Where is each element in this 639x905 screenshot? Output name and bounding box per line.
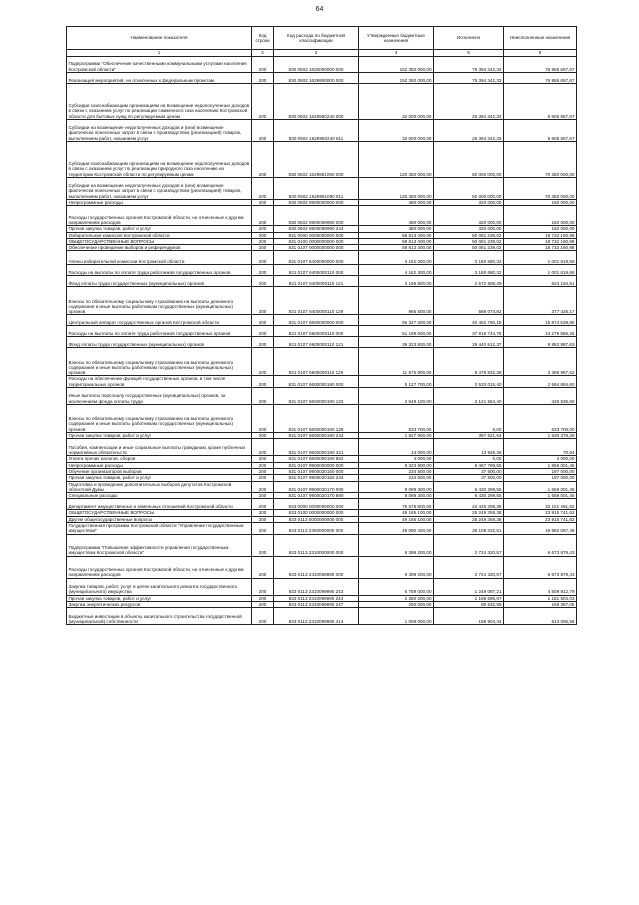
- row-name: Другие общегосударственные вопросы: [67, 516, 252, 522]
- row-code: 200: [252, 468, 274, 474]
- row-code: 200: [252, 376, 274, 388]
- row-name: Члены избирательной комиссии Костромской области: [67, 251, 252, 265]
- row-approved: 2 380 200,00: [359, 595, 434, 601]
- row-approved: 3 196 800,00: [359, 276, 434, 287]
- row-budget-code: 831 0107 6600000190 244: [274, 433, 359, 439]
- row-executed: 25 394 342,33: [434, 84, 504, 120]
- row-code: 200: [252, 608, 274, 625]
- row-code: 200: [252, 439, 274, 456]
- row-approved: 9 398 200,00: [359, 534, 434, 556]
- row-remaining: 3 396 967,62: [504, 348, 577, 376]
- row-remaining: 813 095,56: [504, 608, 577, 625]
- row-name: Специальные расходы: [67, 493, 252, 499]
- table-row: [67, 251, 577, 265]
- table-row: [67, 315, 577, 326]
- row-code: 200: [252, 178, 274, 200]
- row-code: 200: [252, 232, 274, 238]
- row-budget-code: 831 0107 6400000000 000: [274, 251, 359, 265]
- row-code: 200: [252, 326, 274, 337]
- table-row: [67, 433, 577, 439]
- row-budget-code: 830 0502 1629961090 000: [274, 142, 359, 178]
- row-approved: 480 000,00: [359, 206, 434, 226]
- row-remaining: 160 000,00: [504, 206, 577, 226]
- row-approved: 51 199 600,00: [359, 326, 434, 337]
- row-approved: 5 127 700,00: [359, 376, 434, 388]
- row-name: Расходы на выплаты по оплате труда работников государственных органов: [67, 265, 252, 276]
- row-code: 200: [252, 456, 274, 462]
- row-name: Департамент имущественных и земельных отношений Костромской области: [67, 499, 252, 510]
- row-remaining: 70,64: [504, 439, 577, 456]
- row-budget-code: 833 0113 0000000000 000: [274, 516, 359, 522]
- table-row: [67, 388, 577, 405]
- row-code: 200: [252, 405, 274, 433]
- row-name: Субсидии газоснабжающим организациям на возмещение недополученных доходов в связи с оказанием услуг по реализации сжиженного газа населению Костромской области для бытовых нужд по регулируемым ценам: [67, 84, 252, 120]
- row-remaining: 23 915 741,62: [504, 510, 577, 516]
- row-budget-code: 831 0107 6600000190 122: [274, 388, 359, 405]
- row-name: Иные выплаты персоналу государственных (муниципальных) органов, за исключением фонда оплаты труда: [67, 388, 252, 405]
- row-budget-code: 830 0502 9900099990 244: [274, 226, 359, 232]
- row-executed: 2 724 320,57: [434, 534, 504, 556]
- row-budget-code: 830 0502 9900000000 000: [274, 200, 359, 206]
- row-code: 200: [252, 475, 274, 481]
- row-code: 200: [252, 578, 274, 595]
- table-row: [67, 326, 577, 337]
- row-remaining: 4 509 912,79: [504, 578, 577, 595]
- row-name: Подпрограмма "Повышение эффективности управления государственным имуществом Костромской области": [67, 534, 252, 556]
- row-executed: 3 160 680,32: [434, 251, 504, 265]
- row-name: Центральный аппарат государственных органов Костромской области: [67, 315, 252, 326]
- row-name: Взносы по обязательному социальному страхованию на выплаты денежного содержания и иные выплаты работникам государственных (муниципальных) органов: [67, 405, 252, 433]
- column-index-row: [67, 50, 577, 57]
- row-approved: 11 875 800,00: [359, 348, 434, 376]
- row-executed: 50 000 000,00: [434, 178, 504, 200]
- row-name: Бюджетные инвестиции в объекты капитального строительства государственной (муниципальной) собственности: [67, 608, 252, 625]
- row-name: Взносы по обязательному социальному страхованию на выплаты денежного содержания и иные выплаты работникам государственных (муниципальных) органов: [67, 287, 252, 315]
- table-row: [67, 475, 577, 481]
- table-row: [67, 84, 577, 120]
- row-remaining: 6 673 879,43: [504, 534, 577, 556]
- row-budget-code: 830 0502 1629900000 000: [274, 73, 359, 84]
- row-remaining: 70 350 000,00: [504, 178, 577, 200]
- table-header-row: [67, 27, 577, 50]
- row-remaining: 4 000,00: [504, 456, 577, 462]
- row-approved: 480 000,00: [359, 200, 434, 206]
- row-budget-code: 830 0502 9900099990 000: [274, 206, 359, 226]
- row-executed: 195 904,44: [434, 608, 504, 625]
- column-index: 1: [67, 50, 252, 57]
- row-executed: 6 467 798,55: [434, 462, 504, 468]
- row-budget-code: 831 0000 0000000000 000: [274, 232, 359, 238]
- row-budget-code: 831 0107 6600000000 000: [274, 315, 359, 326]
- row-name: Закупка энергетических ресурсов: [67, 601, 252, 607]
- table-row: [67, 178, 577, 200]
- row-executed: 2 533 015,40: [434, 376, 504, 388]
- table-row: [67, 499, 577, 510]
- row-budget-code: 833 0113 2300000000 000: [274, 523, 359, 535]
- row-approved: 68 813 400,00: [359, 238, 434, 244]
- row-budget-code: 831 0107 9900020150 000: [274, 468, 359, 474]
- table-row: [67, 120, 577, 142]
- row-code: 200: [252, 265, 274, 276]
- row-executed: 25 108 332,51: [434, 523, 504, 535]
- row-executed: 320 000,00: [434, 200, 504, 206]
- column-index: 3: [274, 50, 359, 57]
- row-code: 200: [252, 523, 274, 535]
- row-code: 200: [252, 499, 274, 510]
- row-remaining: 1 659 001,45: [504, 493, 577, 499]
- row-code: 200: [252, 337, 274, 348]
- row-approved: 4 162 300,00: [359, 265, 434, 276]
- row-executed: 13 929,36: [434, 439, 504, 456]
- row-name: Обеспечение проведения выборов и референдумов: [67, 245, 252, 251]
- row-name: Расходы государственных органов Костромской области, не отнесенные к другим направлениям расходов: [67, 556, 252, 578]
- row-budget-code: 831 0107 6400000110 000: [274, 265, 359, 276]
- row-executed: 2 724 320,57: [434, 556, 504, 578]
- table-row: [67, 608, 577, 625]
- row-approved: 4 000,00: [359, 456, 434, 462]
- row-executed: 0,00: [434, 456, 504, 462]
- row-remaining: 6 605 657,67: [504, 120, 577, 142]
- row-budget-code: 833 0113 2310099990 247: [274, 601, 359, 607]
- row-budget-code: 831 0107 9900020170 880: [274, 493, 359, 499]
- row-code: 200: [252, 84, 274, 120]
- row-code: 200: [252, 595, 274, 601]
- row-executed: 3 160 680,32: [434, 265, 504, 276]
- table-row: [67, 337, 577, 348]
- row-approved: 234 500,00: [359, 468, 434, 474]
- row-approved: 75 576 800,00: [359, 499, 434, 510]
- row-remaining: 1 530 378,36: [504, 433, 577, 439]
- row-name: Субсидии на возмещение недополученных доходов и (или) возмещение фактически понесенных затрат в связи с производством (реализацией) товаров, выполнением работ, оказанием услуг: [67, 120, 252, 142]
- row-name: Прочая закупка товаров, работ и услуг: [67, 475, 252, 481]
- table-row: [67, 376, 577, 388]
- row-code: 200: [252, 287, 274, 315]
- row-remaining: 1 856 001,45: [504, 462, 577, 468]
- row-remaining: 15 874 539,85: [504, 315, 577, 326]
- row-budget-code: 831 0107 6600000190 129: [274, 405, 359, 433]
- row-executed: 37 500,00: [434, 475, 504, 481]
- row-budget-code: 833 0113 2310099990 000: [274, 556, 359, 578]
- row-remaining: 160 000,00: [504, 226, 577, 232]
- row-code: 200: [252, 238, 274, 244]
- row-budget-code: 831 0107 6600000110 000: [274, 326, 359, 337]
- row-approved: 8 089 300,00: [359, 493, 434, 499]
- column-index: 2: [252, 50, 274, 57]
- row-executed: 320 000,00: [434, 226, 504, 232]
- row-code: 200: [252, 493, 274, 499]
- row-executed: 50 081 239,02: [434, 238, 504, 244]
- row-name: Субсидии газоснабжающим организациям на возмещение недополученных доходов в связи с оказанием услуг по реализации природного газа населению на территории Костромской области по регулируемым ценам: [67, 142, 252, 178]
- row-approved: 45 090 400,00: [359, 523, 434, 535]
- row-name: Непрограммные расходы: [67, 200, 252, 206]
- row-budget-code: 833 0113 2310000000 000: [274, 534, 359, 556]
- table-row: [67, 287, 577, 315]
- row-remaining: 2 594 684,60: [504, 376, 577, 388]
- row-executed: 1 249 087,21: [434, 578, 504, 595]
- row-code: 200: [252, 601, 274, 607]
- row-remaining: 23 915 741,62: [504, 516, 577, 522]
- row-name: Непрограммные расходы: [67, 462, 252, 468]
- row-code: 200: [252, 556, 274, 578]
- row-remaining: 76 955 657,67: [504, 73, 577, 84]
- row-remaining: 624 194,51: [504, 276, 577, 287]
- row-name: Прочая закупка товаров, работ и услуг: [67, 433, 252, 439]
- row-executed: 25 249 358,38: [434, 516, 504, 522]
- row-budget-code: 833 0000 0000000000 000: [274, 499, 359, 510]
- row-budget-code: 831 0107 9900020170 000: [274, 481, 359, 493]
- row-name: Взносы по обязательному социальному страхованию на выплаты денежного содержания и иные выплаты работникам государственных (муниципальных) органов: [67, 348, 252, 376]
- column-index: 4: [359, 50, 434, 57]
- row-code: 200: [252, 245, 274, 251]
- row-name: Избирательная комиссия Костромской области: [67, 232, 252, 238]
- row-approved: 4 162 300,00: [359, 251, 434, 265]
- table-row: [67, 226, 577, 232]
- row-approved: 68 813 400,00: [359, 245, 434, 251]
- row-budget-code: 831 0100 0000000000 000: [274, 238, 359, 244]
- row-executed: 37 919 744,75: [434, 326, 504, 337]
- row-remaining: 6 605 657,67: [504, 84, 577, 120]
- row-budget-code: 833 0100 0000000000 000: [274, 510, 359, 516]
- row-remaining: 18 732 160,98: [504, 245, 577, 251]
- row-budget-code: 833 0113 2310099990 243: [274, 578, 359, 595]
- row-remaining: 18 732 160,98: [504, 232, 577, 238]
- row-executed: 25 249 358,38: [434, 510, 504, 516]
- row-approved: 152 350 000,00: [359, 73, 434, 84]
- row-name: Подпрограмма "Обеспечение качественными коммунальными услугами населения Костромской области": [67, 57, 252, 73]
- row-remaining: 197 000,00: [504, 475, 577, 481]
- row-remaining: 633 700,00: [504, 405, 577, 433]
- row-name: Закупка товаров, работ, услуг в целях капитального ремонта государственного (муниципального) имущества: [67, 578, 252, 595]
- row-name: Государственная программа Костромской области "Управление государственным имуществом": [67, 523, 252, 535]
- row-approved: 68 813 400,00: [359, 232, 434, 238]
- row-approved: 49 165 100,00: [359, 510, 434, 516]
- row-approved: 1 927 900,00: [359, 433, 434, 439]
- row-approved: 234 500,00: [359, 475, 434, 481]
- row-remaining: 1 001 619,68: [504, 251, 577, 265]
- row-remaining: 19 982 067,49: [504, 523, 577, 535]
- row-code: 200: [252, 251, 274, 265]
- table-row: [67, 405, 577, 433]
- row-remaining: 197 000,00: [504, 468, 577, 474]
- table-row: [67, 245, 577, 251]
- row-executed: 75 394 342,33: [434, 73, 504, 84]
- row-budget-code: 831 0107 9900000000 000: [274, 462, 359, 468]
- row-budget-code: 831 0107 9900020150 244: [274, 475, 359, 481]
- row-code: 200: [252, 276, 274, 287]
- table-row: [67, 276, 577, 287]
- row-approved: 32 000 000,00: [359, 84, 434, 120]
- row-approved: 8 323 800,00: [359, 462, 434, 468]
- row-name: Уплата прочих налогов, сборов: [67, 456, 252, 462]
- table-row: [67, 556, 577, 578]
- row-executed: 6 430 298,55: [434, 493, 504, 499]
- row-budget-code: 830 0502 1629960240 000: [274, 84, 359, 120]
- row-budget-code: 830 0502 1620000000 000: [274, 57, 359, 73]
- row-budget-code: 831 0107 6600000190 321: [274, 439, 359, 456]
- row-remaining: 70 350 000,00: [504, 142, 577, 178]
- row-name: Субсидии на возмещение недополученных доходов и (или) возмещение фактически понесенных затрат в связи с производством (реализацией) товаров, выполнением работ, оказанием услуг: [67, 178, 252, 200]
- table-row: [67, 516, 577, 522]
- column-index: 5: [434, 50, 504, 57]
- table-row: [67, 534, 577, 556]
- row-code: 200: [252, 73, 274, 84]
- row-approved: 965 500,00: [359, 287, 434, 315]
- row-budget-code: 831 0107 6600000190 852: [274, 456, 359, 462]
- row-code: 200: [252, 516, 274, 522]
- row-remaining: 426 535,60: [504, 388, 577, 405]
- row-remaining: 1 181 504,03: [504, 595, 577, 601]
- row-approved: 633 700,00: [359, 405, 434, 433]
- row-budget-code: 831 0107 6600000110 121: [274, 337, 359, 348]
- row-name: Пособия, компенсации и иные социальные выплаты гражданам, кроме публичных нормативных обязательств: [67, 439, 252, 456]
- row-approved: 32 000 000,00: [359, 120, 434, 142]
- row-approved: 120 350 000,00: [359, 178, 434, 200]
- row-name: Расходы на обеспечение функций государственных органов, в том числе территориальных органов: [67, 376, 252, 388]
- row-budget-code: 831 0107 6600000110 129: [274, 348, 359, 376]
- table-row: [67, 348, 577, 376]
- row-code: 200: [252, 534, 274, 556]
- row-code: 200: [252, 142, 274, 178]
- header-remaining: Неисполненные назначения: [504, 27, 577, 50]
- row-name: Обучение организаторов выборов: [67, 468, 252, 474]
- row-code: 200: [252, 226, 274, 232]
- row-executed: 42 425 308,38: [434, 499, 504, 510]
- row-name: Фонд оплаты труда государственных (муниципальных) органов: [67, 276, 252, 287]
- row-approved: 56 327 300,00: [359, 315, 434, 326]
- table-row: [67, 232, 577, 238]
- table-row: [67, 578, 577, 595]
- table-row: [67, 510, 577, 516]
- header-executed: Исполнено: [434, 27, 504, 50]
- row-budget-code: 833 0113 2310099990 414: [274, 608, 359, 625]
- row-executed: 50 081 239,02: [434, 245, 504, 251]
- row-remaining: 13 279 855,25: [504, 326, 577, 337]
- row-executed: 29 440 912,37: [434, 337, 504, 348]
- row-name: Прочая закупка товаров, работ и услуг: [67, 595, 252, 601]
- header-approved: Утвержденные бюджетные назначения: [359, 27, 434, 50]
- row-approved: 5 759 000,00: [359, 578, 434, 595]
- row-code: 200: [252, 388, 274, 405]
- row-code: 200: [252, 462, 274, 468]
- row-approved: 14 000,00: [359, 439, 434, 456]
- table-row: [67, 265, 577, 276]
- table-row: [67, 439, 577, 456]
- row-executed: 588 074,83: [434, 287, 504, 315]
- row-name: Прочая закупка товаров, работ и услуг: [67, 226, 252, 232]
- row-code: 200: [252, 433, 274, 439]
- row-executed: 50 081 239,02: [434, 232, 504, 238]
- row-budget-code: 833 0113 2310099990 244: [274, 595, 359, 601]
- row-code: 200: [252, 206, 274, 226]
- row-budget-code: 831 0107 6600000190 000: [274, 376, 359, 388]
- row-code: 200: [252, 200, 274, 206]
- row-name: Фонд оплаты труда государственных (муниципальных) органов: [67, 337, 252, 348]
- row-approved: 2 548 100,00: [359, 388, 434, 405]
- row-name: ОБЩЕГОСУДАРСТВЕННЫЕ ВОПРОСЫ: [67, 238, 252, 244]
- row-executed: 6 430 298,55: [434, 481, 504, 493]
- row-executed: 320 000,00: [434, 206, 504, 226]
- row-remaining: 1 659 001,45: [504, 481, 577, 493]
- row-remaining: 33 151 491,62: [504, 499, 577, 510]
- row-approved: 8 089 300,00: [359, 481, 434, 493]
- row-budget-code: 830 0502 1629960240 811: [274, 120, 359, 142]
- row-remaining: 377 425,17: [504, 287, 577, 315]
- row-executed: 1 198 695,97: [434, 595, 504, 601]
- row-budget-code: 831 0107 6400000110 121: [274, 276, 359, 287]
- row-executed: 40 452 760,15: [434, 315, 504, 326]
- table-row: [67, 57, 577, 73]
- row-executed: 397 521,64: [434, 433, 504, 439]
- table-row: [67, 481, 577, 493]
- row-approved: 480 000,00: [359, 226, 434, 232]
- page-number: 64: [315, 6, 324, 13]
- budget-report-table: [66, 26, 577, 625]
- row-budget-code: 831 0107 6400000110 129: [274, 287, 359, 315]
- row-approved: 39 323 800,00: [359, 337, 434, 348]
- table-body: [67, 57, 577, 625]
- row-approved: 1 009 000,00: [359, 608, 434, 625]
- row-remaining: 169 367,05: [504, 601, 577, 607]
- row-executed: 80 632,95: [434, 601, 504, 607]
- table-row: [67, 595, 577, 601]
- row-code: 200: [252, 57, 274, 73]
- row-executed: 8 478 832,38: [434, 348, 504, 376]
- table-row: [67, 206, 577, 226]
- row-code: 200: [252, 120, 274, 142]
- table-row: [67, 73, 577, 84]
- row-remaining: 1 001 619,68: [504, 265, 577, 276]
- table-row: [67, 523, 577, 535]
- row-budget-code: 831 0107 0000000000 000: [274, 245, 359, 251]
- row-executed: 50 000 000,00: [434, 142, 504, 178]
- row-name: Расходы государственных органов Костромской области, не отнесенные к другим направлениям расходов: [67, 206, 252, 226]
- row-approved: 49 165 100,00: [359, 516, 434, 522]
- header-budget-code: Код расхода по бюджетной классификации: [274, 27, 359, 50]
- table-row: [67, 238, 577, 244]
- header-row-code: Код строки: [252, 27, 274, 50]
- row-approved: 120 350 000,00: [359, 142, 434, 178]
- row-code: 200: [252, 510, 274, 516]
- row-budget-code: 830 0502 1629961090 811: [274, 178, 359, 200]
- row-code: 200: [252, 481, 274, 493]
- row-remaining: 6 673 879,43: [504, 556, 577, 578]
- row-name: Реализация мероприятий, не отнесенных к федеральным проектам: [67, 73, 252, 84]
- row-name: ОБЩЕГОСУДАРСТВЕННЫЕ ВОПРОСЫ: [67, 510, 252, 516]
- row-executed: 25 394 342,33: [434, 120, 504, 142]
- row-remaining: 160 000,00: [504, 200, 577, 206]
- row-executed: 75 394 342,33: [434, 57, 504, 73]
- row-code: 200: [252, 315, 274, 326]
- row-executed: 2 572 605,49: [434, 276, 504, 287]
- table-row: [67, 142, 577, 178]
- row-approved: 9 398 200,00: [359, 556, 434, 578]
- row-name: Расходы на выплаты по оплате труда работников государственных органов: [67, 326, 252, 337]
- row-executed: 2 121 564,40: [434, 388, 504, 405]
- column-index: 6: [504, 50, 577, 57]
- row-approved: 250 000,00: [359, 601, 434, 607]
- row-name: Подготовка и проведение дополнительных выборов депутатов Костромской областной Думы: [67, 481, 252, 493]
- row-code: 200: [252, 348, 274, 376]
- row-remaining: 9 882 887,63: [504, 337, 577, 348]
- row-executed: 0,00: [434, 405, 504, 433]
- row-remaining: 18 732 160,98: [504, 238, 577, 244]
- row-executed: 37 500,00: [434, 468, 504, 474]
- row-approved: 152 350 000,00: [359, 57, 434, 73]
- row-remaining: 76 955 657,67: [504, 57, 577, 73]
- header-name: Наименование показателя: [67, 27, 252, 50]
